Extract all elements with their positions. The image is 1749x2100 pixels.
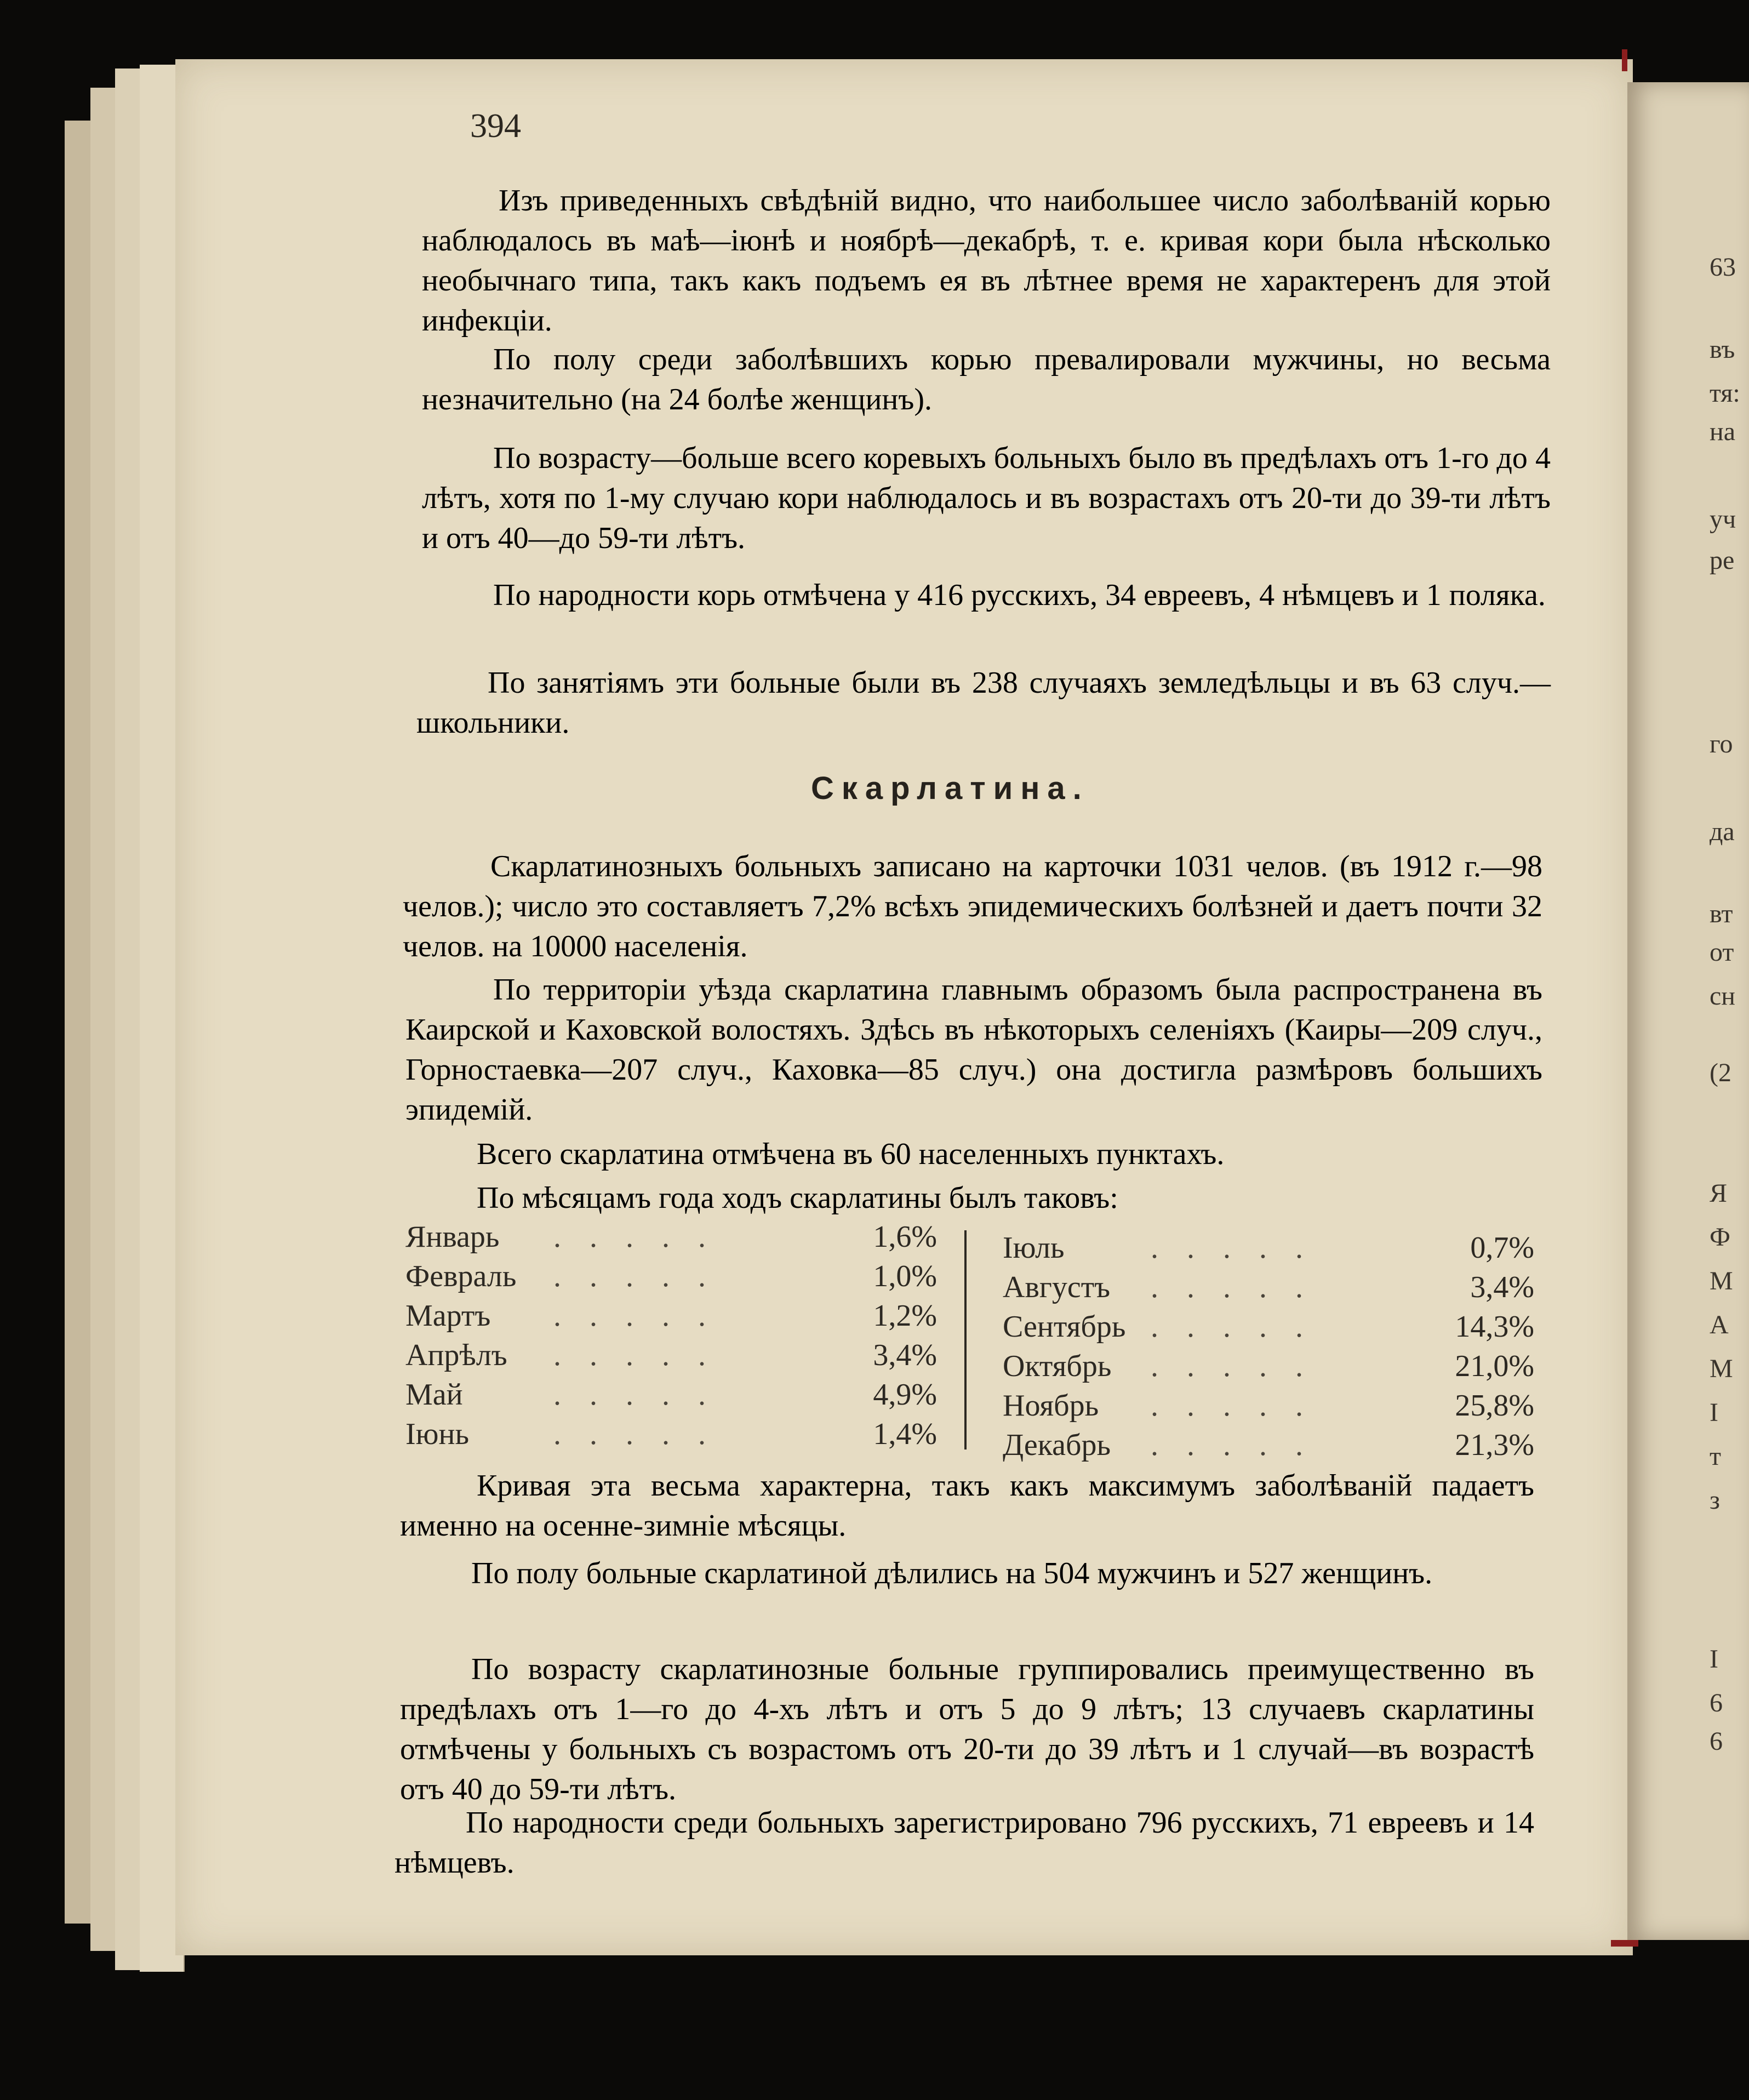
- red-mark: [1611, 1940, 1638, 1947]
- adjacent-page-fragment: І: [1710, 1398, 1718, 1427]
- adjacent-page-fragment: Ф: [1710, 1223, 1730, 1252]
- paragraph: Кривая эта весьма характерна, такъ какъ максимумъ заболѣваній падаетъ именно на осенне-зимніе мѣсяцы.: [400, 1469, 1534, 1543]
- leader-dots: .....: [553, 1220, 734, 1254]
- leader-dots: .....: [1151, 1270, 1331, 1304]
- adjacent-page-fragment: тя:: [1710, 379, 1740, 408]
- adjacent-page-fragment: на: [1710, 417, 1735, 446]
- adjacent-page-fragment: от: [1710, 938, 1734, 967]
- month-name: Мартъ: [405, 1299, 491, 1333]
- leader-dots: .....: [553, 1417, 734, 1451]
- leader-dots: .....: [1151, 1310, 1331, 1344]
- adjacent-page-fragment: М: [1710, 1354, 1733, 1383]
- adjacent-page-fragment: М: [1710, 1266, 1733, 1296]
- month-name: Май: [405, 1378, 463, 1412]
- paragraph: По возрасту скарлатинозные больные группировались преимущественно въ предѣлахъ отъ 1—го до 4-хъ лѣтъ и отъ 5 до 9 лѣтъ; 13 случаевъ скарлатины отмѣчены у больныхъ съ возрастомъ отъ 20-ти до 39 лѣтъ и 1 случай—въ возрастѣ отъ 40 до 59-ти лѣтъ.: [400, 1652, 1534, 1806]
- adjacent-page-fragment: да: [1710, 817, 1735, 846]
- month-value: 0,7%: [1470, 1231, 1534, 1265]
- adjacent-page-fragment: І: [1710, 1645, 1718, 1674]
- page-number: 394: [470, 107, 521, 145]
- leader-dots: .....: [553, 1299, 734, 1333]
- red-mark: [1622, 49, 1627, 71]
- leader-dots: .....: [553, 1378, 734, 1412]
- paragraph: Всего скарлатина отмѣчена въ 60 населенныхъ пунктахъ.: [477, 1137, 1225, 1171]
- paragraph: Скарлатинозныхъ больныхъ записано на карточки 1031 челов. (въ 1912 г.—98 челов.); число это составляетъ 7,2% всѣхъ эпидемическихъ болѣзней и даетъ почти 32 челов. на 10000 населенія.: [403, 849, 1542, 963]
- month-value: 25,8%: [1455, 1389, 1534, 1423]
- adjacent-page: [1627, 82, 1749, 1940]
- adjacent-page-fragment: сн: [1710, 981, 1735, 1011]
- month-value: 1,2%: [873, 1299, 937, 1333]
- paragraph: По полу больные скарлатиной дѣлились на 504 мужчинъ и 527 женщинъ.: [471, 1556, 1433, 1590]
- paragraph: Изъ приведенныхъ свѣдѣній видно, что наибольшее число заболѣваній корью наблюдалось въ маѣ—іюнѣ и ноябрѣ—декабрѣ, т. е. кривая кори была нѣсколько необычнаго типа, такъ какъ подъемъ ея въ лѣтнее время не характеренъ для этой инфекціи.: [422, 184, 1551, 338]
- month-value: 4,9%: [873, 1378, 937, 1412]
- leader-dots: .....: [553, 1338, 734, 1372]
- month-name: Декабрь: [1003, 1428, 1111, 1462]
- paragraph: По народности корь отмѣчена у 416 русскихъ, 34 евреевъ, 4 нѣмцевъ и 1 поляка.: [493, 578, 1546, 612]
- paragraph: По занятіямъ эти больные были въ 238 случаяхъ земледѣльцы и въ 63 случ.—школьники.: [416, 666, 1551, 740]
- paragraph: По территоріи уѣзда скарлатина главнымъ образомъ была распространена въ Каирской и Каховской волостяхъ. Здѣсь въ нѣкоторыхъ селеніяхъ (Каиры—209 случ., Горностаевка—207 случ., Каховка—85 случ.) она достигла размѣровъ большихъ эпидемій.: [405, 973, 1542, 1127]
- leader-dots: .....: [1151, 1349, 1331, 1383]
- adjacent-page-fragment: го: [1710, 729, 1733, 758]
- month-name: Апрѣлъ: [405, 1338, 507, 1372]
- adjacent-page-fragment: 6: [1710, 1688, 1723, 1717]
- month-name: Іюнь: [405, 1417, 469, 1451]
- month-value: 3,4%: [1470, 1270, 1534, 1304]
- month-name: Августъ: [1003, 1270, 1111, 1304]
- month-name: Ноябрь: [1003, 1389, 1099, 1423]
- paragraph: По возрасту—больше всего коревыхъ больныхъ было въ предѣлахъ отъ 1-го до 4 лѣтъ, хотя по 1-му случаю кори наблюдалось и въ возрастахъ отъ 20-ти до 39-ти лѣтъ и отъ 40—до 59-ти лѣтъ.: [422, 441, 1551, 555]
- leader-dots: .....: [1151, 1428, 1331, 1462]
- adjacent-page-fragment: Я: [1710, 1179, 1728, 1208]
- month-name: Февраль: [405, 1259, 517, 1293]
- adjacent-page-fragment: ре: [1710, 546, 1735, 575]
- table-divider: [964, 1230, 967, 1450]
- leader-dots: .....: [1151, 1389, 1331, 1423]
- month-value: 3,4%: [873, 1338, 937, 1372]
- adjacent-page-fragment: вт: [1710, 899, 1733, 928]
- month-name: Октябрь: [1003, 1349, 1112, 1383]
- month-name: Сентябрь: [1003, 1310, 1126, 1344]
- adjacent-page-fragment: з: [1710, 1486, 1720, 1515]
- adjacent-page-fragment: А: [1710, 1310, 1729, 1339]
- paragraph: По полу среди заболѣвшихъ корью превалировали мужчины, но весьма незначительно (на 24 болѣе женщинъ).: [422, 343, 1551, 416]
- leader-dots: .....: [553, 1259, 734, 1293]
- adjacent-page-fragment: 6: [1710, 1727, 1723, 1756]
- adjacent-page-fragment: уч: [1710, 505, 1736, 534]
- paragraph: По народности среди больныхъ зарегистрировано 796 русскихъ, 71 евреевъ и 14 нѣмцевъ.: [395, 1806, 1534, 1880]
- month-value: 1,0%: [873, 1259, 937, 1293]
- paragraph: По мѣсяцамъ года ходъ скарлатины былъ таковъ:: [477, 1181, 1118, 1215]
- month-value: 21,3%: [1455, 1428, 1534, 1462]
- adjacent-page-fragment: (2: [1710, 1058, 1731, 1087]
- month-name: Іюль: [1003, 1231, 1065, 1265]
- adjacent-page-fragment: въ: [1710, 335, 1735, 364]
- leader-dots: .....: [1151, 1231, 1331, 1265]
- month-value: 21,0%: [1455, 1349, 1534, 1383]
- adjacent-page-fragment: 63: [1710, 253, 1736, 282]
- section-title: Скарлатина.: [811, 771, 1089, 806]
- month-value: 1,4%: [873, 1417, 937, 1451]
- month-value: 14,3%: [1455, 1310, 1534, 1344]
- adjacent-page-fragment: т: [1710, 1442, 1721, 1471]
- month-value: 1,6%: [873, 1220, 937, 1254]
- month-name: Январь: [405, 1220, 500, 1254]
